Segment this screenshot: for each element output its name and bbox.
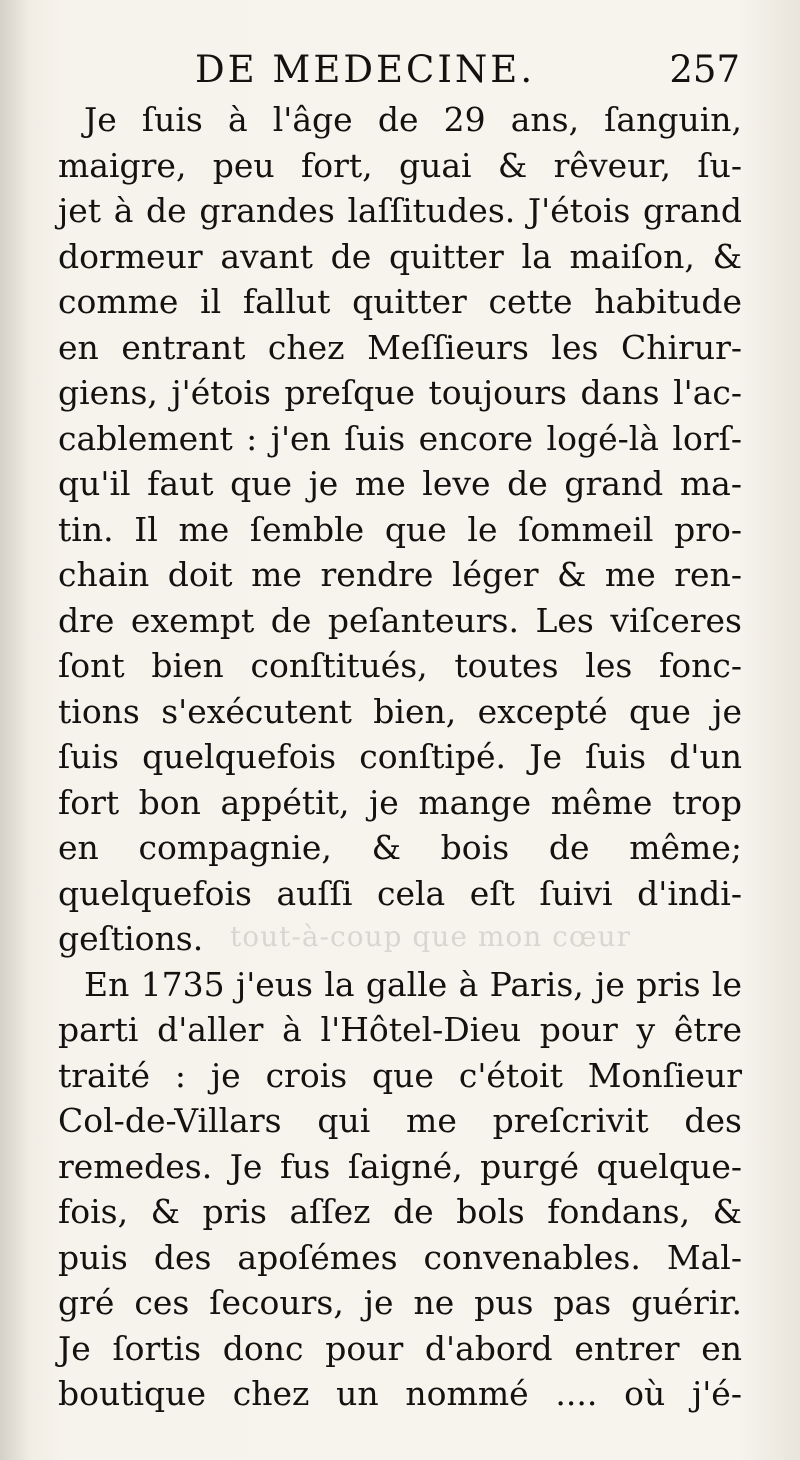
paragraph-2	[58, 962, 742, 1417]
text-line: ſont bien conſtitués, toutes les fonc-	[58, 646, 742, 685]
text-line: Je ſuis à l'âge de 29 ans, ſanguin,	[84, 100, 742, 139]
text-line: fois, & pris aſſez de bols fondans, &	[58, 1192, 742, 1231]
text-line: giens, j'étois preſque toujours dans l'ac-	[58, 373, 742, 412]
text-line: Je ſortis donc pour d'abord entrer en	[58, 1328, 742, 1368]
text-line: cablement : j'en ſuis encore logé-là lorſ-	[58, 418, 742, 458]
text-line: Col-de-Villars qui me preſcrivit des	[58, 1101, 742, 1140]
page-number: 257	[669, 48, 740, 91]
paragraph-1	[58, 97, 742, 962]
text-line: remedes. Je fus ſaigné, purgé quelque-	[58, 1146, 742, 1186]
text-line: geſtions.	[58, 919, 204, 958]
text-line: en entrant chez Meſſieurs les Chirur-	[58, 327, 742, 367]
text-line: dormeur avant de quitter la maiſon, &	[58, 236, 742, 276]
text-line: puis des apoſémes convenables. Mal-	[58, 1237, 742, 1277]
text-line: gré ces ſecours, je ne pus pas guérir.	[58, 1283, 742, 1322]
text-line: tin. Il me ſemble que le ſommeil pro-	[58, 509, 742, 549]
text-line: parti d'aller à l'Hôtel-Dieu pour y être	[58, 1010, 742, 1049]
text-line: fort bon appétit, je mange même trop	[58, 782, 742, 822]
text-line: dre exempt de peſanteurs. Les viſceres	[58, 600, 742, 640]
text-line: qu'il faut que je me leve de grand ma-	[58, 464, 742, 503]
text-line: boutique chez un nommé .... où j'é-	[58, 1374, 742, 1413]
text-line: chain doit me rendre léger & me ren-	[58, 555, 742, 594]
text-line: traité : je crois que c'étoit Monſieur	[58, 1055, 742, 1095]
text-line: En 1735 j'eus la galle à Paris, je pris le	[84, 964, 742, 1004]
page-header	[195, 48, 740, 98]
text-line: en compagnie, & bois de même;	[58, 828, 742, 867]
text-line: tions s'exécutent bien, excepté que je	[58, 691, 742, 731]
text-line: maigre, peu fort, guai & rêveur, ſu-	[58, 145, 742, 185]
gutter-shadow	[0, 0, 30, 1460]
text-line: comme il fallut quitter cette habitude	[58, 282, 742, 321]
text-line: ſuis quelquefois conſtipé. Je ſuis d'un	[58, 737, 742, 776]
body-text	[58, 97, 742, 1417]
text-line: jet à de grandes laſſitudes. J'étois grand	[58, 191, 742, 230]
text-line: quelquefois auſſi cela eſt ſuivi d'indi-	[58, 873, 742, 913]
running-head: DE MEDECINE.	[195, 48, 536, 91]
bleed-through-text: tout-à-coup que mon cœur	[230, 920, 631, 953]
